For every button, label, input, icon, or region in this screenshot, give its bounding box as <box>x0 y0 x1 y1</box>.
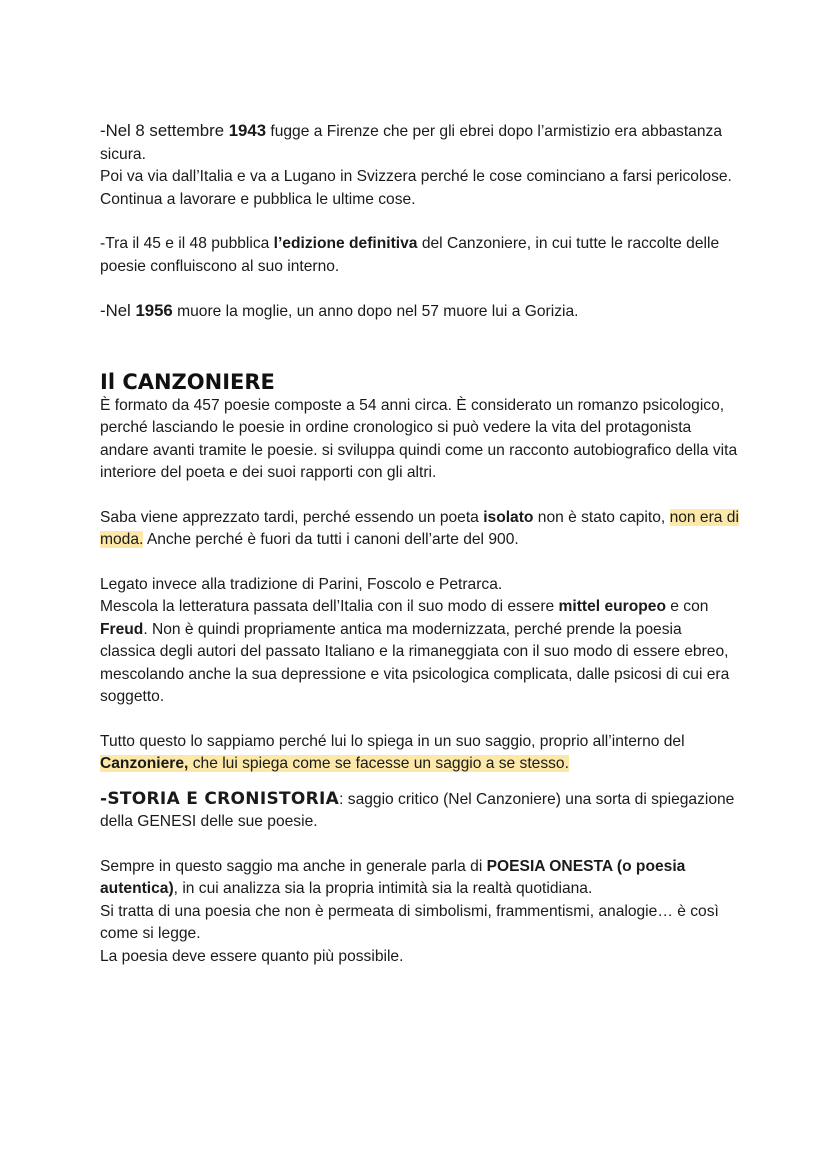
highlight-moda: non era di moda. <box>100 508 739 548</box>
year-1956: 1956 <box>135 301 173 320</box>
paragraph-continua: Continua a lavorare e pubblica le ultime cose. <box>100 190 416 208</box>
paragraph-simbolismi: Si tratta di una poesia che non è permeata di simbolismi, frammentismi, analogie… è così come si legge. <box>100 902 719 942</box>
paragraph-storia: -STORIA E CRONISTORIA: saggio critico (Nel Canzoniere) una sorta di spiegazione della GENESI delle sue poesie. <box>100 788 735 830</box>
paragraph-saba: Saba viene apprezzato tardi, perché essendo un poeta isolato non è stato capito, non era di moda. Anche perché è fuori da tutti i canoni dell’arte del 900. <box>100 508 739 548</box>
paragraph-lugano: Poi va via dall’Italia e va a Lugano in Svizzera perché le cose cominciano a farsi pericolose. <box>100 168 732 185</box>
paragraph-edizione: -Tra il 45 e il 48 pubblica l’edizione definitiva del Canzoniere, in cui tutte le raccolte delle poesie confluiscono al suo interno. <box>100 235 720 275</box>
subheading-storia: -STORIA E CRONISTORIA <box>100 788 340 809</box>
highlight-canzoniere: Canzoniere, <box>100 755 189 772</box>
document-body <box>100 120 740 968</box>
section-heading-canzoniere: Il CANZONIERE <box>100 369 275 394</box>
paragraph-1943: -Nel 8 settembre 1943 fugge a Firenze che per gli ebrei dopo l’armistizio era abbastanza sicura. <box>100 121 722 163</box>
paragraph-conclusione: La poesia deve essere quanto più possibile. <box>100 947 404 965</box>
paragraph-tradizione: Legato invece alla tradizione di Parini, Foscolo e Petrarca. <box>100 575 503 593</box>
year-1943: 1943 <box>228 121 267 140</box>
highlight-saggio: che lui spiega come se facesse un saggio a se stesso. <box>188 755 569 772</box>
paragraph-saggio: Tutto questo lo sappiamo perché lui lo spiega in un suo saggio, proprio all’interno del Canzoniere, che lui spiega come se facesse un saggio a se stesso. <box>100 732 685 772</box>
paragraph-1956: -Nel 1956 muore la moglie, un anno dopo nel 57 muore lui a Gorizia. <box>100 301 579 320</box>
paragraph-formato: È formato da 457 poesie composte a 54 anni circa. È considerato un romanzo psicologico, perché lasciando le poesie in ordine cronologico si può vedere la vita del protagonista andare avanti tramite le poesie. si sviluppa quindi come un racconto autobiografico della vita interiore del poeta e dei suoi rapporti con gli altri. <box>100 396 738 481</box>
paragraph-mescola: Mescola la letteratura passata dell’Italia con il suo modo di essere mittel europeo e con Freud. Non è quindi propriamente antica ma modernizzata, perché prende la poesia classica degli autori del passato Italiano e la rimaneggiata con il suo modo di essere ebreo, mescolando anche la sua depressione e vita psicologica complicata, dalle psicosi di cui era soggetto. <box>100 598 730 705</box>
paragraph-poesia-onesta: Sempre in questo saggio ma anche in generale parla di POESIA ONESTA (o poesia autentica), in cui analizza sia la propria intimità sia la realtà quotidiana. <box>100 857 686 897</box>
